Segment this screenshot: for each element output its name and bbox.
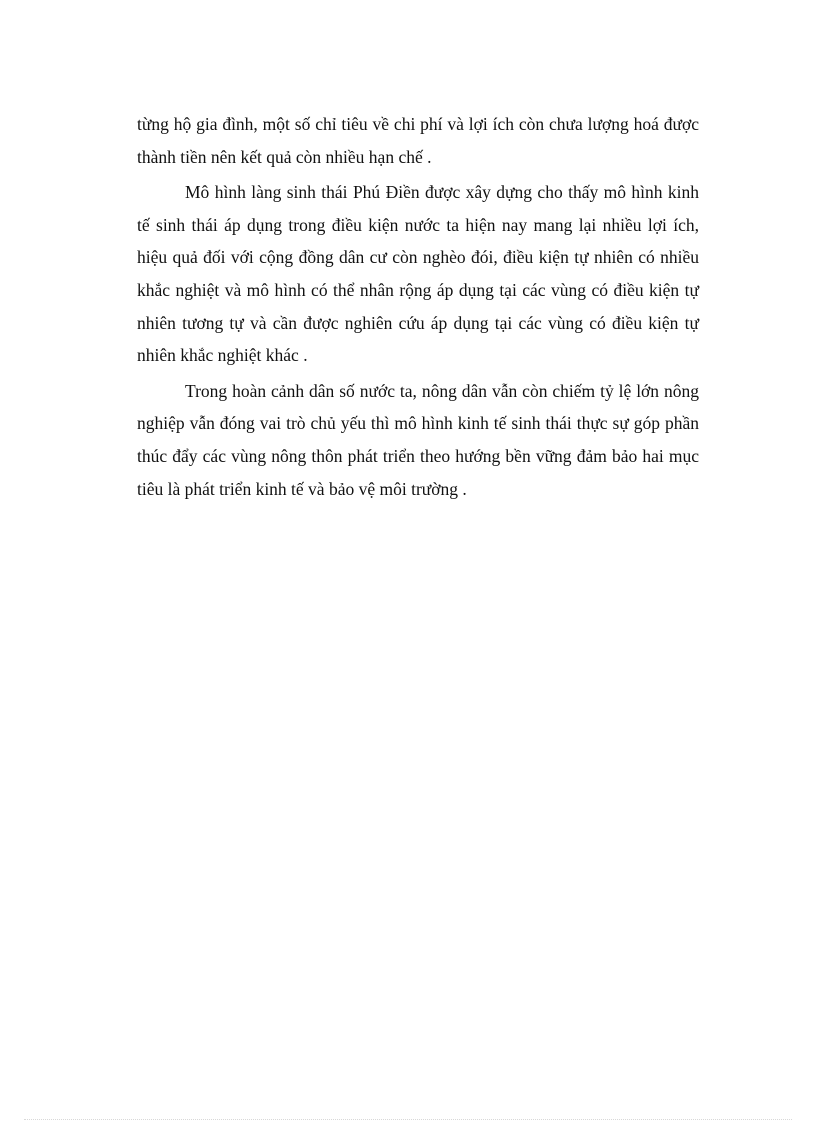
body-text [137, 108, 699, 505]
paragraph-conclusion: Trong hoàn cảnh dân số nước ta, nông dân vẫn còn chiếm tỷ lệ lớn nông nghiệp vẫn đóng vai trò chủ yếu thì mô hình kinh tế sinh thái thực sự góp phần thúc đẩy các vùng nông thôn phát triển theo hướng bền vững đảm bảo hai mục tiêu là phát triển kinh tế và bảo vệ môi trường . [137, 380, 699, 499]
paragraph-continuation: từng hộ gia đình, một số chỉ tiêu về chi phí và lợi ích còn chưa lượng hoá được thành tiền nên kết quả còn nhiều hạn chế . [137, 114, 699, 167]
page-bottom-border [24, 1119, 792, 1120]
paragraph-phu-dien-model: Mô hình làng sinh thái Phú Điền được xây dựng cho thấy mô hình kinh tế sinh thái áp dụng trong điều kiện nước ta hiện nay mang lại nhiều lợi ích, hiệu quả đối với cộng đồng dân cư còn nghèo đói, điều kiện tự nhiên có nhiều khắc nghiệt và mô hình có thể nhân rộng áp dụng tại các vùng có điều kiện tự nhiên tương tự và cần được nghiên cứu áp dụng tại các vùng có điều kiện tự nhiên khắc nghiệt khác . [137, 182, 699, 366]
